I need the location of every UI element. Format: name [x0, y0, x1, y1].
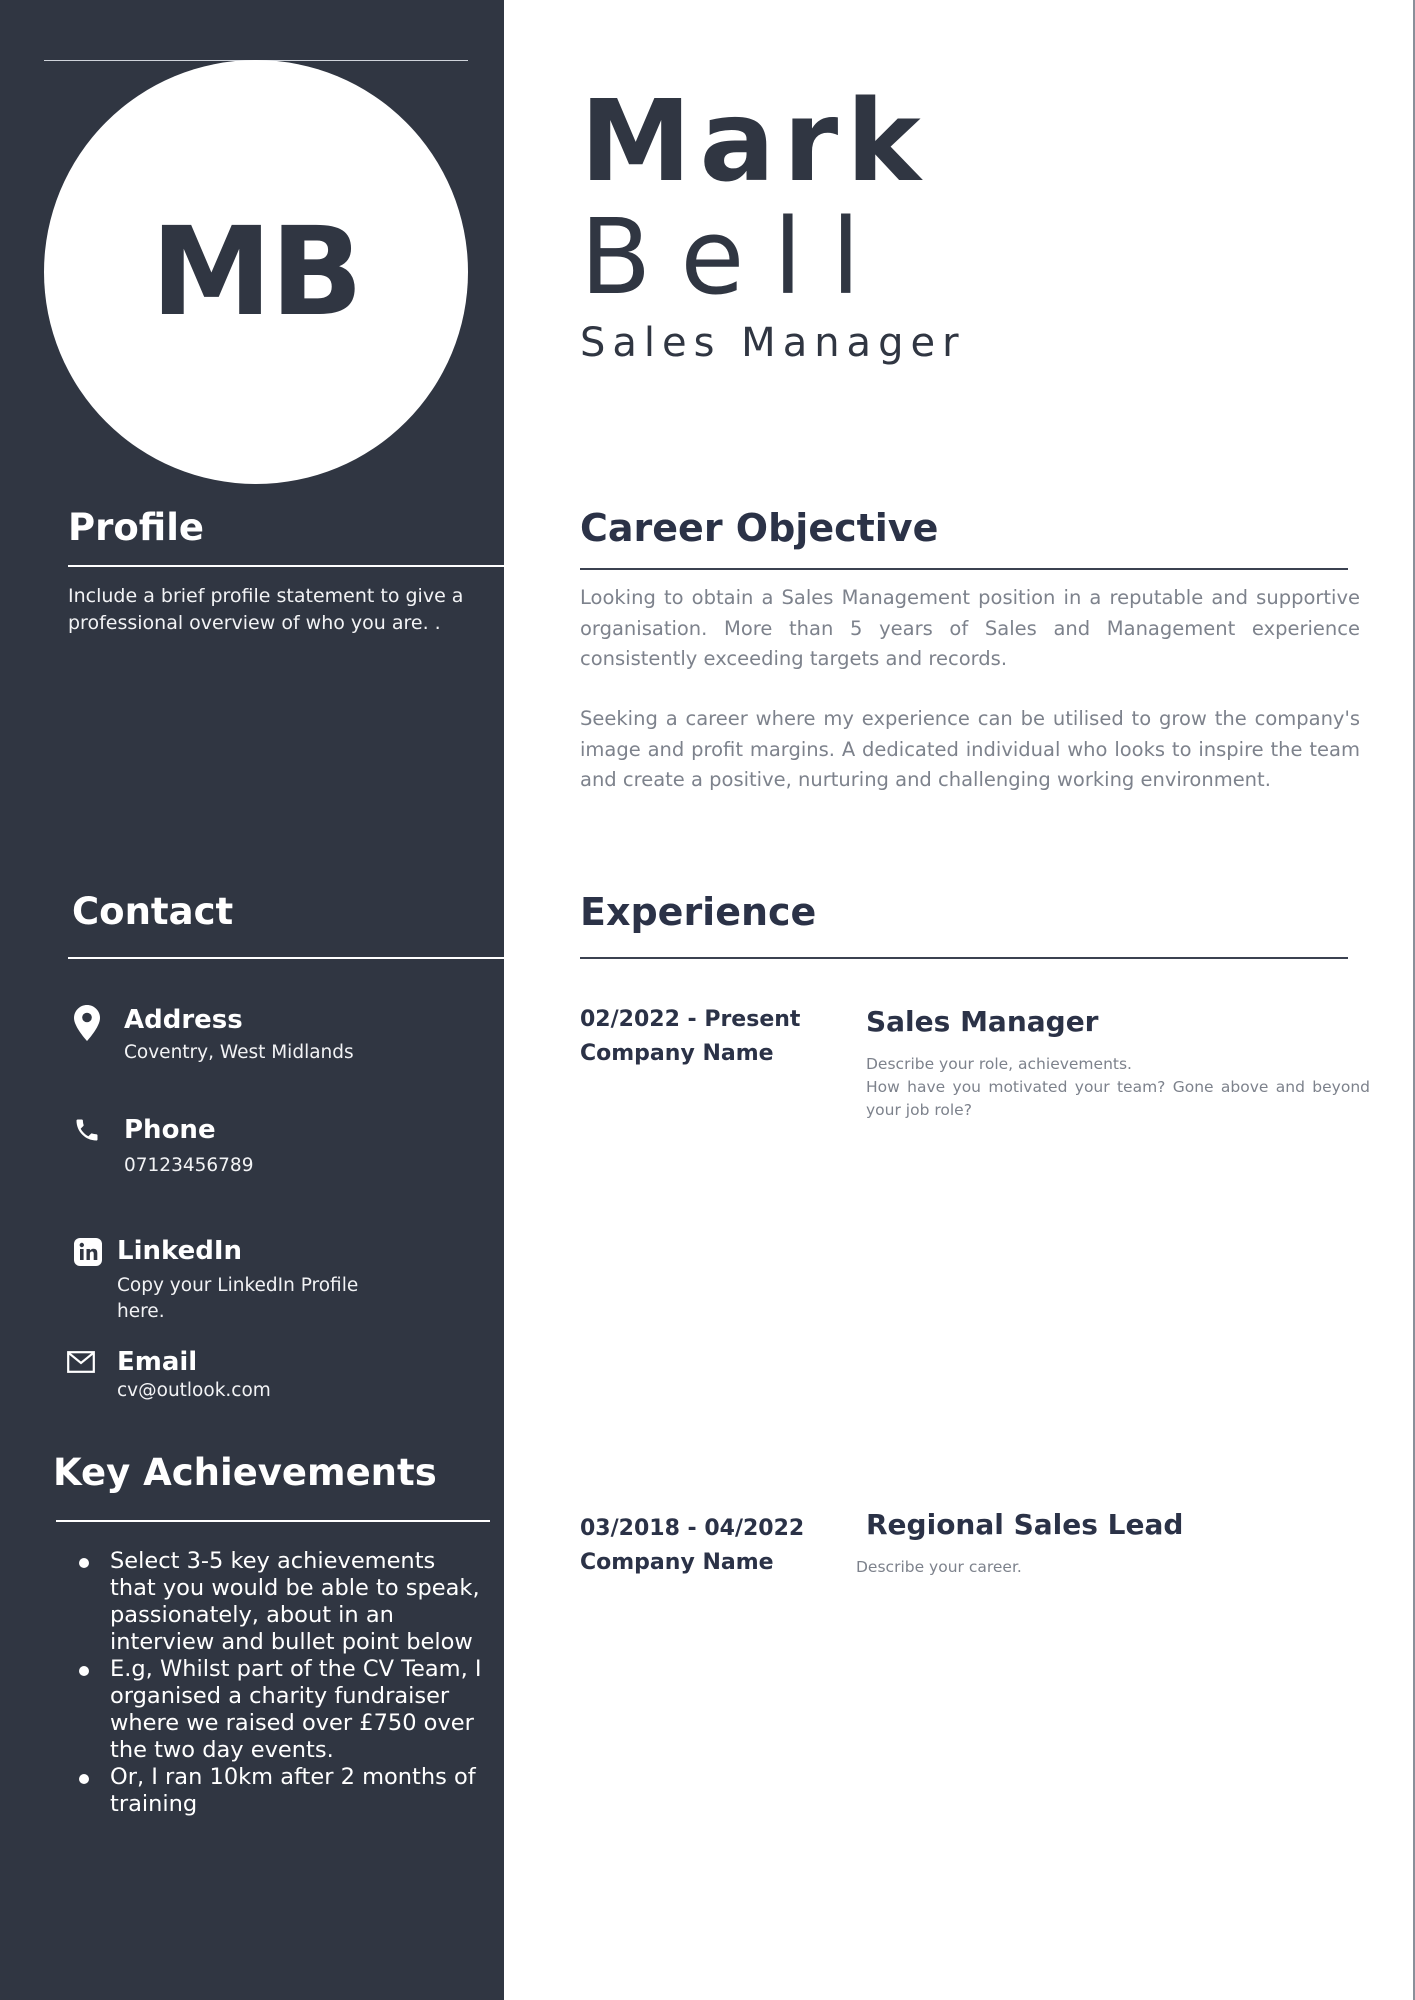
job-1-role: Sales Manager	[866, 1005, 1099, 1038]
envelope-icon	[67, 1351, 95, 1373]
email-value[interactable]: cv@outlook.com	[117, 1380, 271, 1401]
achievements-heading: Key Achievements	[53, 1451, 437, 1494]
career-objective-divider	[580, 568, 1348, 570]
bullet-icon	[79, 1666, 89, 1676]
achievement-text: E.g, Whilst part of the CV Team, I organised a charity fundraiser where we raised over £750 over the two day events.	[110, 1656, 482, 1763]
profile-divider	[68, 565, 504, 567]
profile-heading: Profile	[68, 506, 204, 549]
address-label: Address	[124, 1005, 243, 1035]
job-2-company: Company Name	[580, 1550, 774, 1575]
achievements-list	[70, 1548, 488, 1818]
bullet-icon	[79, 1558, 89, 1568]
job-1-company: Company Name	[580, 1041, 774, 1066]
avatar-initials: MB	[150, 201, 362, 343]
linkedin-icon	[74, 1238, 102, 1266]
job-title: Sales Manager	[580, 320, 966, 366]
linkedin-value[interactable]: Copy your LinkedIn Profile here.	[117, 1275, 359, 1322]
phone-label: Phone	[124, 1115, 216, 1145]
career-objective-heading: Career Objective	[580, 506, 939, 550]
objective-paragraph-2: Seeking a career where my experience can be utilised to grow the company's image and profit margins. A dedicated individual who looks to inspire the team and create a positive, nurturing and challenging working environment.	[580, 707, 1360, 791]
contact-divider	[68, 957, 504, 959]
achievement-text: Select 3-5 key achievements that you would be able to speak, passionately, about in an interview and bullet point below	[110, 1548, 480, 1655]
list-item	[70, 1656, 488, 1764]
job-1-description-line-1: Describe your role, achievements.	[866, 1055, 1132, 1073]
job-2-role: Regional Sales Lead	[866, 1508, 1184, 1541]
list-item	[70, 1764, 488, 1818]
contact-heading: Contact	[72, 890, 234, 933]
objective-paragraph-1: Looking to obtain a Sales Management position in a reputable and supportive organisation. More than 5 years of Sales and Management experience consistently exceeding targets and records.	[580, 586, 1360, 670]
achievements-divider	[56, 1520, 490, 1522]
achievement-text: Or, I ran 10km after 2 months of training	[110, 1764, 476, 1817]
job-1-dates: 02/2022 - Present	[580, 1007, 801, 1032]
bullet-icon	[79, 1774, 89, 1784]
job-2-description: Describe your career.	[856, 1558, 1022, 1576]
last-name: Bell	[580, 196, 890, 318]
job-1-description-line-2: How have you motivated your team? Gone above and beyond your job role?	[866, 1078, 1370, 1119]
phone-icon	[73, 1116, 101, 1144]
profile-text: Include a brief profile statement to give a professional overview of who you are. .	[68, 585, 464, 634]
experience-divider	[580, 957, 1348, 959]
job-2-dates: 03/2018 - 04/2022	[580, 1516, 805, 1541]
address-value: Coventry, West Midlands	[124, 1042, 354, 1063]
first-name: Mark	[580, 77, 929, 207]
linkedin-label: LinkedIn	[117, 1236, 243, 1266]
phone-value[interactable]: 07123456789	[124, 1155, 254, 1176]
email-label: Email	[117, 1347, 198, 1377]
avatar	[44, 60, 468, 484]
location-pin-icon	[74, 1005, 100, 1041]
experience-heading: Experience	[580, 890, 817, 934]
list-item	[70, 1548, 488, 1656]
